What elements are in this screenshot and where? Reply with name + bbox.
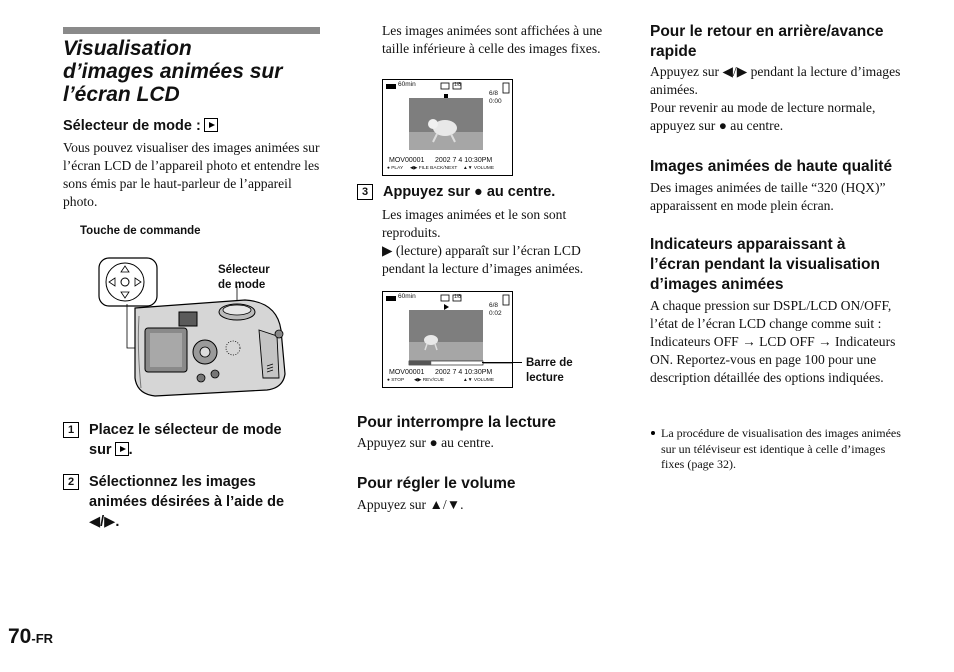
indicators-body: A chaque pression sur DSPL/LCD ON/OFF, l’état de l’écran LCD change comme suit : Indicateurs OFF → LCD OFF → Indicateurs ON. Reportez-vous en page 100 pour une description détaillée des options indiquées. bbox=[650, 298, 896, 385]
camera-body bbox=[135, 300, 285, 396]
middle-intro: Les images animées sont affichées à une taille inférieure à celle des images fixes. bbox=[382, 23, 603, 56]
lcd-screen-1: 60min 1/8 6/8 0:00 MOV00001 2002 7 4 10:30PM ● PLAY ◀▶ FILE BACK/NEXT ▲▼ VOLUME bbox=[382, 79, 513, 176]
rewind-heading: Pour le retour en arrière/avance rapide bbox=[650, 23, 884, 60]
tv-note: La procédure de visualisation des images animées sur un téléviseur est identique à celle d’images fixes (page 32). bbox=[661, 426, 901, 471]
step-2: 2 Sélectionnez les images animées désirées à l’aide de ◀/▶. bbox=[63, 472, 328, 532]
step-1: 1 Placez le sélecteur de mode sur . bbox=[63, 420, 328, 460]
note-bullet bbox=[651, 431, 655, 435]
progress-leader-line bbox=[482, 362, 522, 363]
control-pad-icon bbox=[99, 258, 157, 306]
rewind-body: Appuyez sur ◀/▶ pendant la lecture d’images animées. Pour revenir au mode de lecture normale, appuyez sur ● au centre. bbox=[650, 64, 901, 133]
camera-illustration bbox=[95, 238, 290, 398]
step-1-number: 1 bbox=[63, 422, 79, 438]
page-title: Visualisation d’images animées sur l’écran LCD bbox=[63, 37, 283, 106]
playback-mode-icon bbox=[115, 442, 129, 456]
intro-paragraph: Vous pouvez visualiser des images animées sur l’écran LCD de l’appareil photo et entendre les sons émis par le haut-parleur de l’appareil photo. bbox=[63, 140, 320, 209]
playback-mode-icon bbox=[204, 118, 218, 132]
step-2-number: 2 bbox=[63, 474, 79, 490]
step-3: 3 Appuyez sur ● au centre. bbox=[357, 182, 617, 202]
progress-bar-label: Barre de lecture bbox=[526, 357, 573, 384]
indicators-heading: Indicateurs apparaissant à l’écran pendant la visualisation d’images animées bbox=[650, 236, 880, 293]
volume-heading: Pour régler le volume bbox=[357, 475, 516, 492]
volume-body: Appuyez sur ▲/▼. bbox=[357, 497, 464, 512]
interrupt-body: Appuyez sur ● au centre. bbox=[357, 435, 494, 450]
control-button-label: Touche de commande bbox=[80, 225, 201, 237]
hq-heading: Images animées de haute qualité bbox=[650, 158, 893, 175]
step-3-number: 3 bbox=[357, 184, 373, 200]
title-rule bbox=[63, 27, 320, 34]
mode-selector-label: Sélecteur de mode bbox=[218, 264, 270, 291]
hq-body: Des images animées de taille “320 (HQX)” apparaissent en mode plein écran. bbox=[650, 180, 886, 213]
playback-progress-fill bbox=[409, 361, 431, 365]
mode-selector-heading: Sélecteur de mode : bbox=[63, 116, 218, 136]
page-number: 70-FR bbox=[8, 625, 54, 648]
lcd-screen-2: 60min 1/8 6/8 0:02 MOV00001 2002 7 4 10:30PM ● STOP ◀▶ REV/CUE ▲▼ VOLUME bbox=[382, 291, 513, 388]
interrupt-heading: Pour interrompre la lecture bbox=[357, 414, 556, 431]
step-3-body: Les images animées et le son sont reproduits. ▶ (lecture) apparaît sur l’écran LCD pendant la lecture d’images animées. bbox=[382, 207, 584, 276]
